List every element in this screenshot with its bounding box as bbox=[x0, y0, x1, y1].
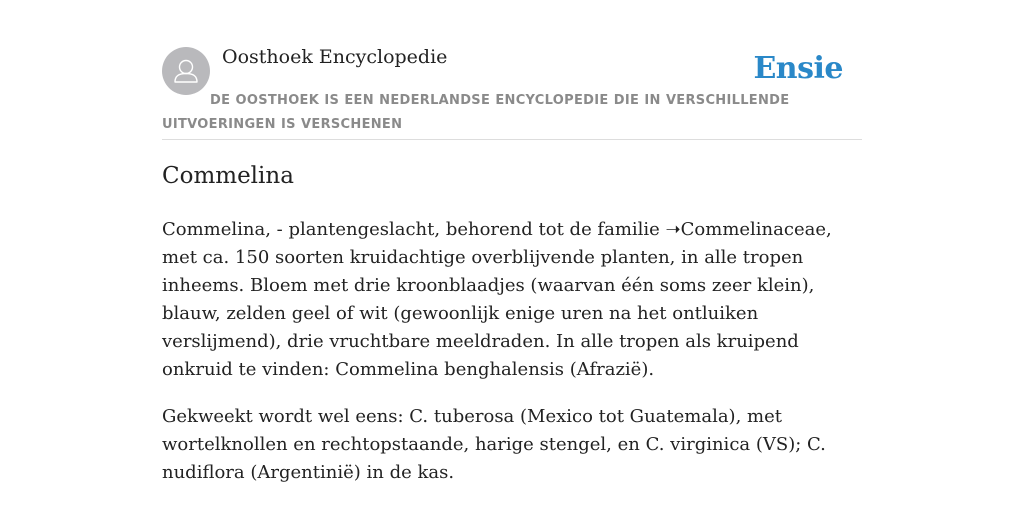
source-title[interactable]: Oosthoek Encyclopedie bbox=[222, 46, 448, 68]
brand-logo[interactable]: Ensie bbox=[753, 51, 843, 86]
header-divider bbox=[162, 139, 862, 140]
article-title: Commelina bbox=[162, 163, 294, 189]
article-paragraph: Gekweekt wordt wel eens: C. tuberosa (Mexico tot Guatemala), met wortelknollen en rechtopstaande, harige stengel, en C. virginica (VS); C. nudiflora (Argentinië) in de kas. bbox=[162, 406, 826, 483]
article-paragraph bbox=[162, 216, 862, 384]
paragraph-text: , met ca. 150 soorten kruidachtige overblijvende planten, in alle tropen inheems. Bloem met drie kroonblaadjes (waarvan één soms zeer klein), blauw, zelden geel of wit (gewoonlijk enige uren na het ontluiken verslijmend), drie vruchtbare meeldraden. In alle tropen als kruipend onkruid te vinden: Commelina benghalensis (Afrazië). bbox=[162, 219, 832, 380]
user-icon bbox=[162, 47, 210, 95]
arrow-right-icon: ➝ bbox=[665, 219, 681, 240]
cross-reference-link[interactable] bbox=[666, 219, 826, 240]
avatar[interactable] bbox=[162, 47, 210, 95]
source-description: DE OOSTHOEK IS EEN NEDERLANDSE ENCYCLOPEDIE DIE IN VERSCHILLENDE UITVOERINGEN IS VERSCHENEN bbox=[162, 93, 790, 132]
paragraph-text: Commelina, - plantengeslacht, behorend tot de familie bbox=[162, 219, 666, 240]
article-body bbox=[162, 216, 862, 506]
cross-reference-label: Commelinaceae bbox=[680, 219, 826, 240]
